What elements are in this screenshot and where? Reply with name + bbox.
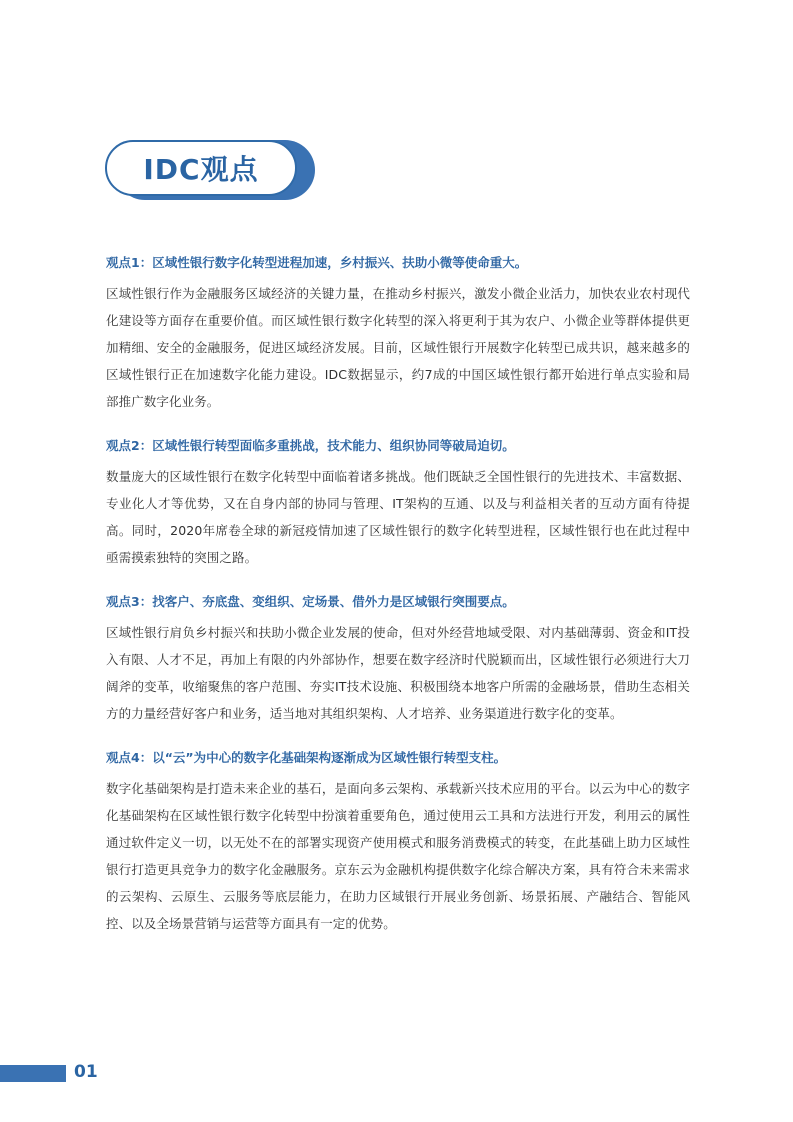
viewpoint-body-3: 区域性银行肩负乡村振兴和扶助小微企业发展的使命，但对外经营地域受限、对内基础薄弱、资金和IT投入有限、人才不足，再加上有限的内外部协作，想要在数字经济时代脱颖而出，区域性银行必须进行大刀阔斧的变革，收缩聚焦的客户范围、夯实IT技术设施、积极围绕本地客户所需的金融场景，借助生态相关方的力量经营好客户和业务，适当地对其组织架构、人才培养、业务渠道进行数字化的变革。 xyxy=(106,625,690,721)
page-number: 01 xyxy=(74,1062,98,1082)
viewpoint-body-2: 数量庞大的区域性银行在数字化转型中面临着诸多挑战。他们既缺乏全国性银行的先进技术、丰富数据、专业化人才等优势，又在自身内部的协同与管理、IT架构的互通、以及与利益相关者的互动方面有待提高。同时，2020年席卷全球的新冠疫情加速了区域性银行的数字化转型进程，区域性银行也在此过程中亟需摸索独特的突围之路。 xyxy=(106,469,690,565)
title-badge-face xyxy=(105,140,297,196)
viewpoint-section-2 xyxy=(106,435,690,571)
page-title: IDC观点 xyxy=(143,153,259,186)
viewpoint-section-3 xyxy=(106,591,690,727)
viewpoint-body-4: 数字化基础架构是打造未来企业的基石，是面向多云架构、承载新兴技术应用的平台。以云为中心的数字化基础架构在区域性银行数字化转型中扮演着重要角色，通过使用云工具和方法进行开发，利用云的属性通过软件定义一切，以无处不在的部署实现资产使用模式和服务消费模式的转变，在此基础上助力区域性银行打造更具竞争力的数字化金融服务。京东云为金融机构提供数字化综合解决方案，具有符合未来需求的云架构、云原生、云服务等底层能力，在助力区域银行开展业务创新、场景拓展、产融结合、智能风控、以及全场景营销与运营等方面具有一定的优势。 xyxy=(106,781,690,931)
footer-bar xyxy=(0,1065,66,1082)
viewpoint-heading-3: 观点3：找客户、夯底盘、变组织、定场景、借外力是区域银行突围要点。 xyxy=(106,594,515,609)
viewpoint-section-1 xyxy=(106,252,690,415)
viewpoint-body-1: 区域性银行作为金融服务区域经济的关键力量，在推动乡村振兴，激发小微企业活力，加快农业农村现代化建设等方面存在重要价值。而区域性银行数字化转型的深入将更利于其为农户、小微企业等群体提供更加精细、安全的金融服务，促进区域经济发展。目前，区域性银行开展数字化转型已成共识，越来越多的区域性银行正在加速数字化能力建设。IDC数据显示，约7成的中国区域性银行都开始进行单点实验和局部推广数字化业务。 xyxy=(106,286,690,409)
title-badge xyxy=(105,140,313,200)
viewpoint-heading-2: 观点2：区域性银行转型面临多重挑战，技术能力、组织协同等破局迫切。 xyxy=(106,438,515,453)
viewpoint-heading-4: 观点4：以“云”为中心的数字化基础架构逐渐成为区域性银行转型支柱。 xyxy=(106,750,507,765)
viewpoint-heading-1: 观点1：区域性银行数字化转型进程加速，乡村振兴、扶助小微等使命重大。 xyxy=(106,255,528,270)
content xyxy=(106,252,690,957)
viewpoint-section-4 xyxy=(106,747,690,937)
